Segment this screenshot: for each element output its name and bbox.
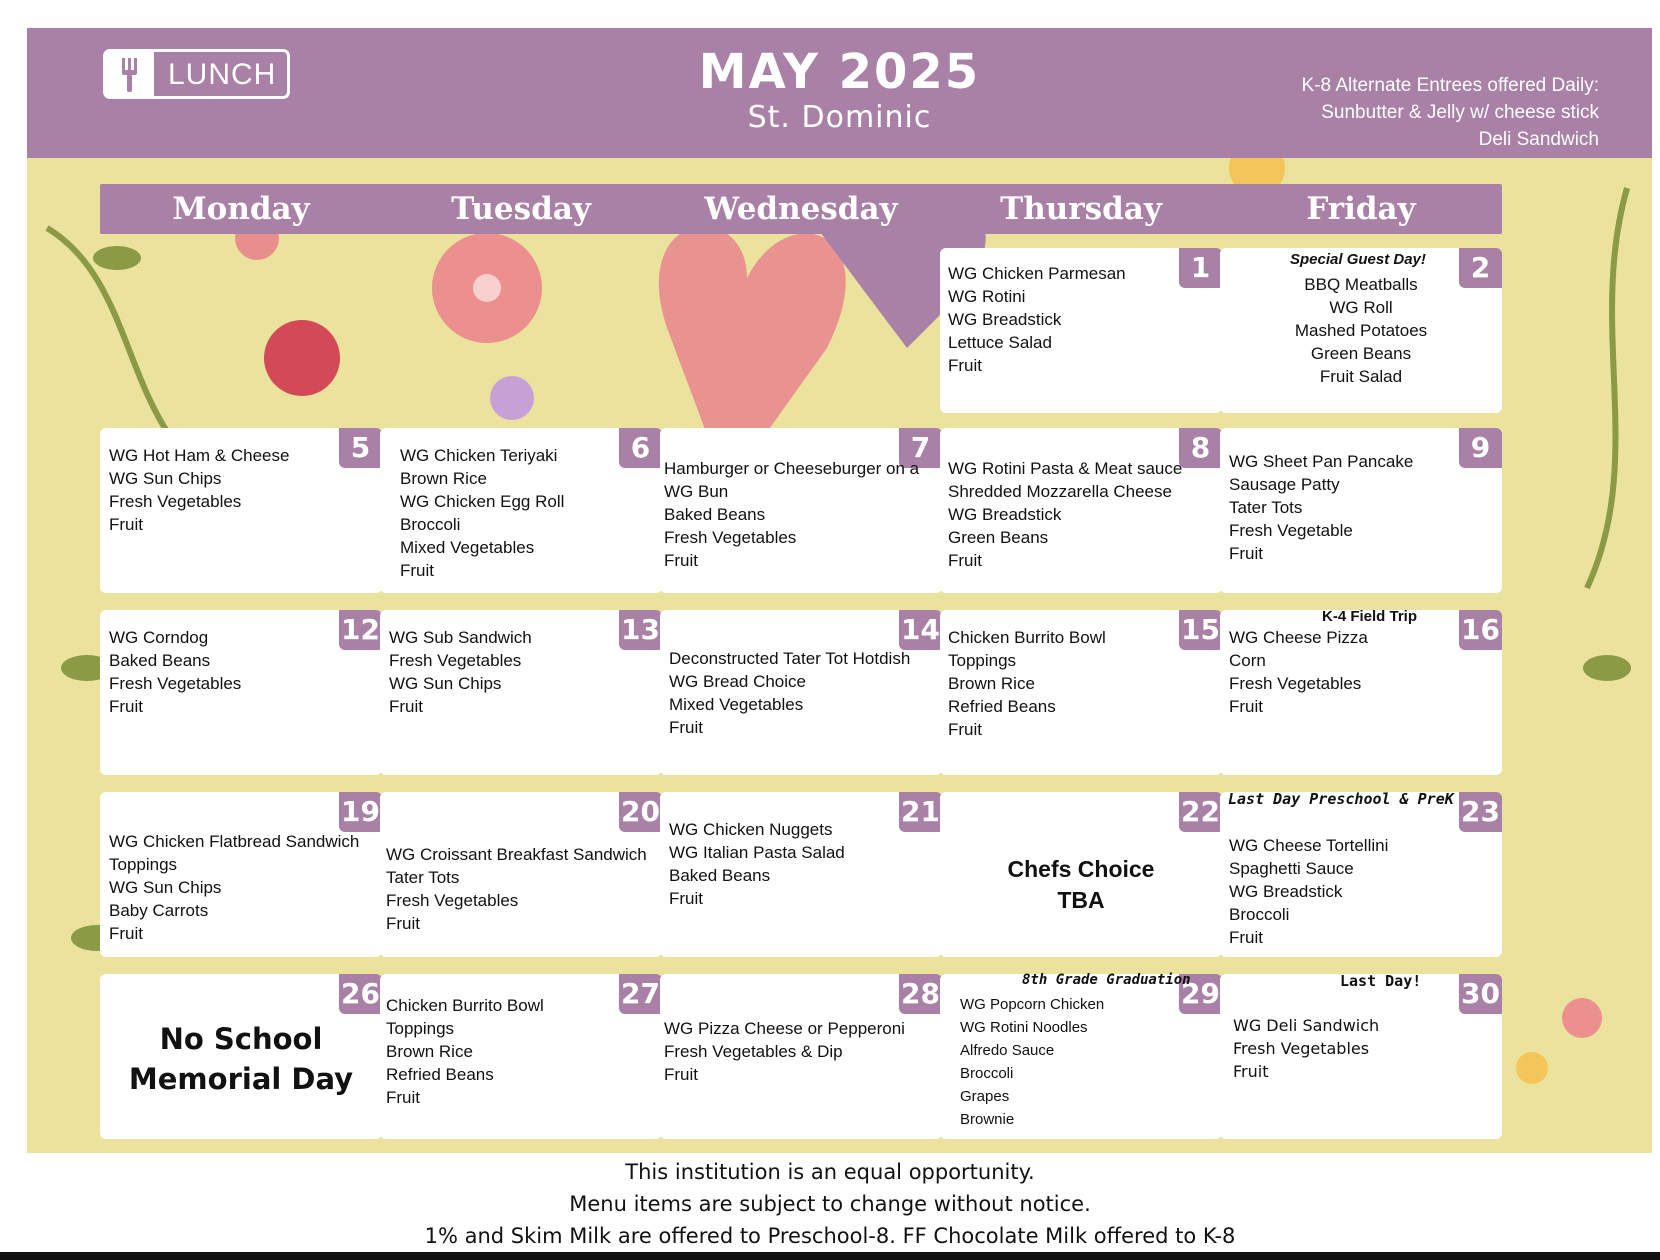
day-cell-23 [1220,792,1502,957]
day-number: 21 [899,792,942,832]
menu-item: Deconstructed Tater Tot Hotdish [669,649,911,668]
menu-items [960,993,1104,1131]
menu-item: Fresh Vegetables & Dip [664,1042,843,1061]
pink-flower-shape [1562,998,1602,1038]
menu-item: Fruit [1229,697,1263,716]
day-number: 8 [1179,428,1222,468]
menu-item: Brown Rice [386,1042,473,1061]
day-cell-12 [100,610,382,775]
menu-items [669,818,845,910]
menu-item: WG Sub Sandwich [389,628,532,647]
day-cell-9 [1220,428,1502,593]
menu-item: WG Deli Sandwich [1233,1016,1380,1035]
menu-items [1229,626,1368,718]
special-note: 8th Grade Graduation [1022,972,1191,988]
day-number: 28 [899,974,942,1014]
menu-item: WG Sheet Pan Pancake [1229,452,1414,471]
menu-items [664,1017,905,1086]
menu-items [389,626,532,718]
big-line: Chefs Choice [1007,856,1155,882]
menu-item: Shredded Mozzarella Cheese [948,482,1172,501]
menu-item: Fresh Vegetables [109,492,242,511]
menu-item: WG Pizza Cheese or Pepperoni [664,1019,905,1038]
day-cell-5 [100,428,382,593]
menu-item: Fresh Vegetables [1233,1039,1370,1058]
menu-item: WG Cheese Pizza [1229,628,1368,647]
menu-item: WG Rotini [948,287,1026,306]
menu-item: Sausage Patty [1229,475,1340,494]
menu-item: Refried Beans [948,697,1056,716]
day-cell-22 [940,792,1222,957]
menu-item: WG Cheese Tortellini [1229,836,1389,855]
alternates-line: K-8 Alternate Entrees offered Daily: [1301,75,1599,96]
menu-item: Mixed Vegetables [400,538,535,557]
menu-item: Hamburger or Cheeseburger on a [664,459,920,478]
menu-item: Fresh Vegetables [109,674,242,693]
menu-item: Fruit [948,720,982,739]
menu-items [109,444,289,536]
green-vine-shape [1587,188,1627,588]
menu-item: Fruit [1233,1062,1269,1081]
menu-item: Chicken Burrito Bowl [386,996,544,1015]
menu-item: WG Bun [664,482,729,501]
menu-item: Brown Rice [948,674,1035,693]
day-number: 2 [1459,248,1502,288]
alternate-entrees-note [1302,72,1599,153]
day-cell-13 [380,610,662,775]
menu-item: WG Chicken Nuggets [669,820,833,839]
day-number: 9 [1459,428,1502,468]
menu-poster [27,28,1652,1153]
menu-item: Fresh Vegetable [1229,521,1353,540]
menu-item: Mixed Vegetables [669,695,804,714]
menu-item: Fruit [948,551,982,570]
flower-center-shape [473,274,501,302]
big-line: No School [159,1022,323,1056]
menu-items [1229,450,1413,565]
menu-item: Fruit [664,1065,698,1084]
big-line: Memorial Day [128,1062,354,1096]
menu-item: Broccoli [1229,905,1290,924]
menu-item: Fruit [948,356,982,375]
footer-line: Menu items are subject to change without notice. [569,1192,1091,1216]
menu-item: Broccoli [400,515,461,534]
menu-item: Fruit [1229,928,1263,947]
menu-item: WG Chicken Flatbread Sandwich [109,832,360,851]
menu-items [386,843,647,935]
menu-item: Fruit [400,561,434,580]
day-number: 5 [339,428,382,468]
menu-item: WG Croissant Breakfast Sandwich [386,845,647,864]
menu-item: Grapes [960,1088,1010,1105]
menu-item: BBQ Meatballs [1304,275,1418,294]
day-cell-7 [660,428,942,593]
menu-item: Brownie [960,1111,1015,1128]
menu-item: Fruit [669,889,703,908]
menu-item: Baked Beans [664,505,766,524]
menu-item: Fresh Vegetables [386,891,519,910]
weekday-header-monday: Monday [100,184,382,234]
menu-items [109,830,359,945]
menu-items [1233,1014,1379,1083]
menu-item: Fruit [109,924,143,943]
menu-item: WG Corndog [109,628,209,647]
day-cell-2 [1220,248,1502,413]
menu-item: Tater Tots [1229,498,1303,517]
menu-item: WG Italian Pasta Salad [669,843,845,862]
menu-item: Chicken Burrito Bowl [948,628,1106,647]
day-cell-19 [100,792,382,957]
footer-line: This institution is an equal opportunity. [625,1160,1035,1184]
menu-items [386,994,544,1109]
day-cell-14 [660,610,942,775]
menu-item: Toppings [109,855,178,874]
day-number: 27 [619,974,662,1014]
menu-item: Mashed Potatoes [1294,321,1428,340]
day-number: 7 [899,428,942,468]
menu-item: Toppings [386,1019,455,1038]
menu-item: Fresh Vegetables [1229,674,1362,693]
purple-flower-shape [490,376,534,420]
weekday-header-thursday: Thursday [940,184,1222,234]
menu-item: Fruit [386,914,420,933]
day-number: 13 [619,610,662,650]
big-line: TBA [1057,887,1105,913]
menu-item: Green Beans [948,528,1049,547]
menu-item: WG Hot Ham & Cheese [109,446,290,465]
bottom-edge-bar [0,1252,1660,1260]
special-note: Last Day Preschool & PreK [1228,790,1454,808]
menu-item: Lettuce Salad [948,333,1052,352]
menu-item: Spaghetti Sauce [1229,859,1354,878]
menu-item: Corn [1229,651,1266,670]
menu-item: WG Rotini Pasta & Meat sauce [948,459,1183,478]
day-cell-16 [1220,610,1502,775]
alternates-line: Sunbutter & Jelly w/ cheese stick [1321,102,1599,123]
day-number: 23 [1459,792,1502,832]
menu-item: WG Chicken Teriyaki [400,446,558,465]
special-note: K-4 Field Trip [1322,608,1418,625]
menu-item: WG Popcorn Chicken [960,996,1105,1013]
menu-item: Baked Beans [669,866,771,885]
menu-item: Fruit [669,718,703,737]
menu-item: WG Sun Chips [109,878,222,897]
day-cell-28 [660,974,942,1139]
weekday-header-friday: Friday [1220,184,1502,234]
menu-item: Fruit [109,697,143,716]
menu-item: Brown Rice [400,469,487,488]
day-number: 15 [1179,610,1222,650]
lunch-label: LUNCH [168,58,277,91]
page-title: MAY 2025 [698,44,981,100]
day-number: 6 [619,428,662,468]
school-name: St. Dominic [747,100,932,135]
menu-item: Fresh Vegetables [389,651,522,670]
menu-item: Alfredo Sauce [960,1042,1055,1059]
day-cell-26 [100,974,382,1139]
menu-item: Fruit Salad [1319,367,1403,386]
day-number: 19 [339,792,382,832]
menu-item: WG Breadstick [948,505,1062,524]
no-school-text [100,1019,382,1099]
day-number: 12 [339,610,382,650]
menu-item: WG Chicken Egg Roll [400,492,565,511]
menu-items [948,626,1106,741]
yellow-flower-shape [1516,1052,1548,1084]
menu-item: Refried Beans [386,1065,494,1084]
menu-item: Green Beans [1310,344,1412,363]
day-number: 29 [1179,974,1222,1014]
menu-item: WG Roll [1329,298,1393,317]
menu-items [669,647,910,739]
day-number: 20 [619,792,662,832]
leaf-shape [93,246,141,270]
chefs-choice-text [940,854,1222,916]
day-number: 16 [1459,610,1502,650]
day-cell-20 [380,792,662,957]
day-number: 1 [1179,248,1222,288]
menu-item: Baby Carrots [109,901,209,920]
day-cell-29 [940,974,1222,1139]
leaf-shape [1583,655,1631,681]
menu-item: WG Breadstick [1229,882,1343,901]
menu-item: WG Bread Choice [669,672,806,691]
day-number: 30 [1459,974,1502,1014]
menu-item: WG Rotini Noodles [960,1019,1088,1036]
day-cell-27 [380,974,662,1139]
menu-item: Baked Beans [109,651,211,670]
day-cell-21 [660,792,942,957]
menu-item: Fruit [664,551,698,570]
menu-items [948,457,1182,572]
menu-item: Fruit [109,515,143,534]
menu-items [1229,834,1388,949]
menu-item: Fresh Vegetables [664,528,797,547]
weekday-header-tuesday: Tuesday [380,184,662,234]
day-cell-8 [940,428,1222,593]
menu-item: WG Sun Chips [389,674,502,693]
menu-items [109,626,241,718]
menu-items [1220,273,1502,388]
weekday-header-wednesday: Wednesday [660,184,942,234]
menu-item: Fruit [386,1088,420,1107]
special-note: Special Guest Day! [1290,251,1426,268]
header-banner [27,28,1652,158]
menu-items [664,457,919,572]
day-cell-1 [940,248,1222,413]
day-number: 14 [899,610,942,650]
red-flower-shape [264,320,340,396]
menu-item: Tater Tots [386,868,460,887]
menu-item: WG Sun Chips [109,469,222,488]
alternates-line: Deli Sandwich [1478,129,1599,150]
day-cell-30 [1220,974,1502,1139]
day-number: 22 [1179,792,1222,832]
footer-notes [0,1156,1660,1252]
menu-item: WG Chicken Parmesan [948,264,1126,283]
menu-item: Fruit [1229,544,1263,563]
menu-item: Broccoli [960,1065,1014,1082]
menu-item: Fruit [389,697,423,716]
footer-line: 1% and Skim Milk are offered to Preschool-8. FF Chocolate Milk offered to K-8 [424,1224,1236,1248]
menu-items [400,444,564,582]
menu-items [948,262,1126,377]
menu-item: Toppings [948,651,1017,670]
day-number: 26 [339,974,382,1014]
day-cell-6 [380,428,662,593]
special-note: Last Day! [1340,972,1422,990]
menu-item: WG Breadstick [948,310,1062,329]
day-cell-15 [940,610,1222,775]
